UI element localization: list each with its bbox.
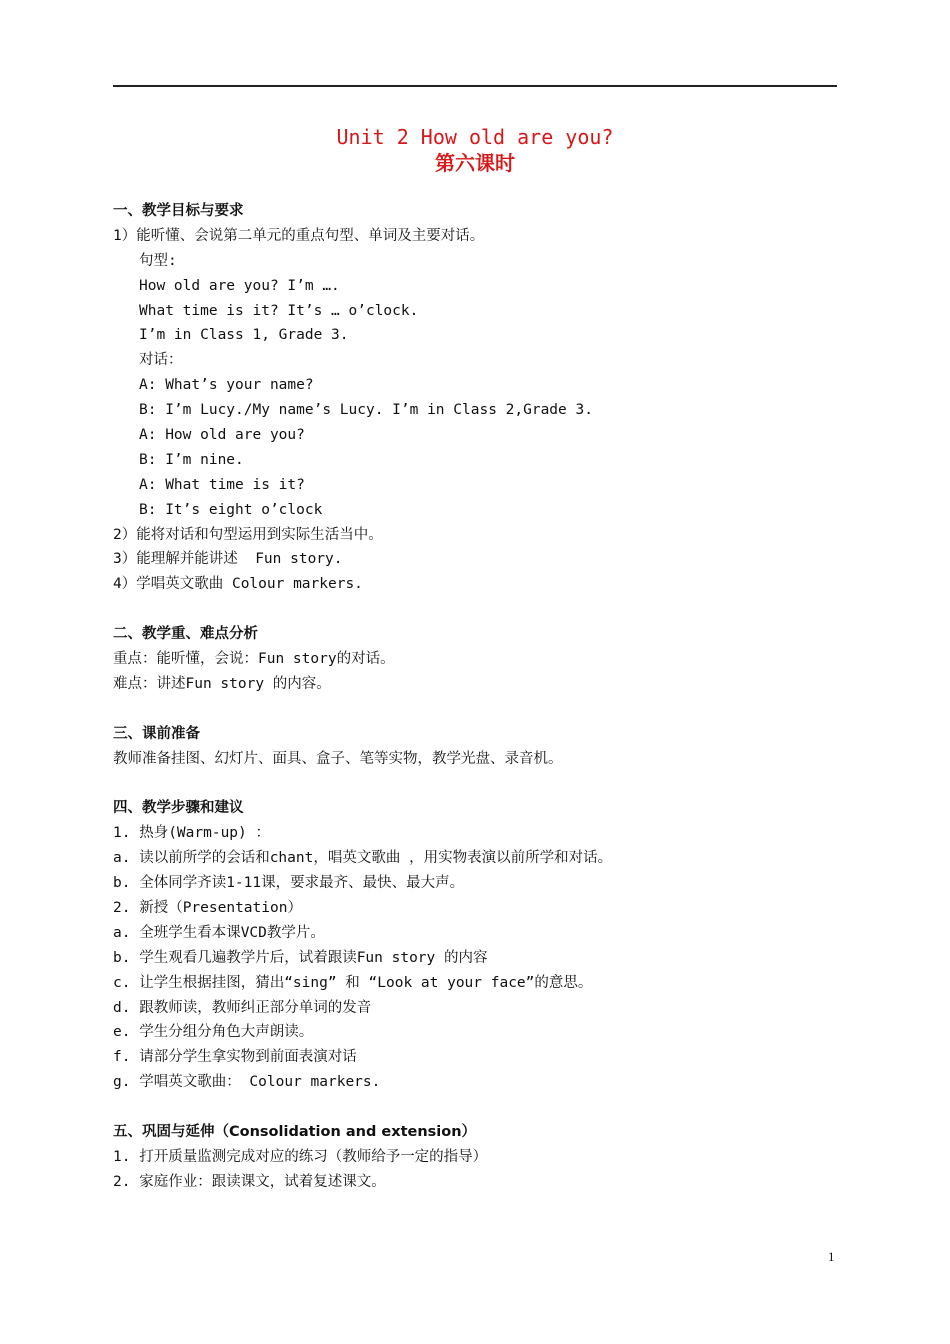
dialogue-line: A: What time is it? [139, 476, 305, 493]
section-heading: 二、教学重、难点分析 [113, 626, 258, 643]
pattern-line: How old are you? I’m …. [139, 277, 340, 294]
dialogue-label: 对话： [139, 352, 183, 369]
text-line: 难点：讲述Fun story 的内容。 [113, 675, 331, 692]
dialogue-line: B: It’s eight o’clock [139, 501, 323, 518]
step-line: g. 学唱英文歌曲： Colour markers. [113, 1074, 381, 1091]
text-line: 教师准备挂图、幻灯片、面具、盒子、笔等实物，教学光盘、录音机。 [113, 750, 563, 767]
step-line: e. 学生分组分角色大声朗读。 [113, 1024, 314, 1041]
pattern-line: I’m in Class 1, Grade 3. [139, 327, 349, 344]
section-heading: 一、教学目标与要求 [113, 203, 244, 219]
objective-item: 1）能听懂、会说第二单元的重点句型、单词及主要对话。 [113, 227, 485, 244]
text-line: 2. 家庭作业：跟读课文，试着复述课文。 [113, 1173, 386, 1190]
objective-item: 3）能理解并能讲述 Fun story. [113, 551, 343, 568]
page-number: 1 [828, 1249, 835, 1264]
document-body [113, 199, 853, 1195]
title-chinese: 第六课时 [435, 151, 515, 175]
step-line: c. 让学生根据挂图，猜出“sing” 和 “Look at your face”的意思。 [113, 974, 593, 991]
dialogue-line: B: I’m nine. [139, 451, 244, 468]
dialogue-line: A: What’s your name? [139, 377, 314, 394]
step-line: b. 学生观看几遍教学片后，试着跟读Fun story 的内容 [113, 949, 488, 966]
title-block [0, 124, 950, 176]
text-line: 重点：能听懂，会说：Fun story的对话。 [113, 651, 395, 668]
title-english: Unit 2 How old are you? [336, 125, 614, 149]
patterns-label: 句型: [139, 252, 177, 269]
step-line: b. 全体同学齐读1-11课，要求最齐、最快、最大声。 [113, 875, 465, 892]
section-heading: 三、课前准备 [113, 725, 200, 742]
dialogue-line: B: I’m Lucy./My name’s Lucy. I’m in Class 2,Grade 3. [139, 402, 593, 419]
text-line: 1. 打开质量监测完成对应的练习（教师给予一定的指导） [113, 1148, 488, 1165]
step-line: a. 全班学生看本课VCD教学片。 [113, 924, 325, 941]
section-heading: 五、巩固与延伸（Consolidation and extension） [113, 1123, 477, 1140]
section-heading: 四、教学步骤和建议 [113, 800, 244, 817]
objective-item: 2）能将对话和句型运用到实际生活当中。 [113, 526, 383, 543]
dialogue-line: A: How old are you? [139, 427, 305, 444]
step-line: 1. 热身(Warm-up) ： [113, 825, 270, 842]
objective-item: 4）学唱英文歌曲 Colour markers. [113, 576, 363, 593]
step-line: 2. 新授（Presentation） [113, 899, 302, 916]
step-line: d. 跟教师读，教师纠正部分单词的发音 [113, 999, 372, 1016]
step-line: f. 请部分学生拿实物到前面表演对话 [113, 1049, 357, 1066]
header-rule [113, 85, 837, 87]
step-line: a. 读以前所学的会话和chant，唱英文歌曲 ，用实物表演以前所学和对话。 [113, 850, 613, 867]
pattern-line: What time is it? It’s … o’clock. [139, 302, 419, 319]
